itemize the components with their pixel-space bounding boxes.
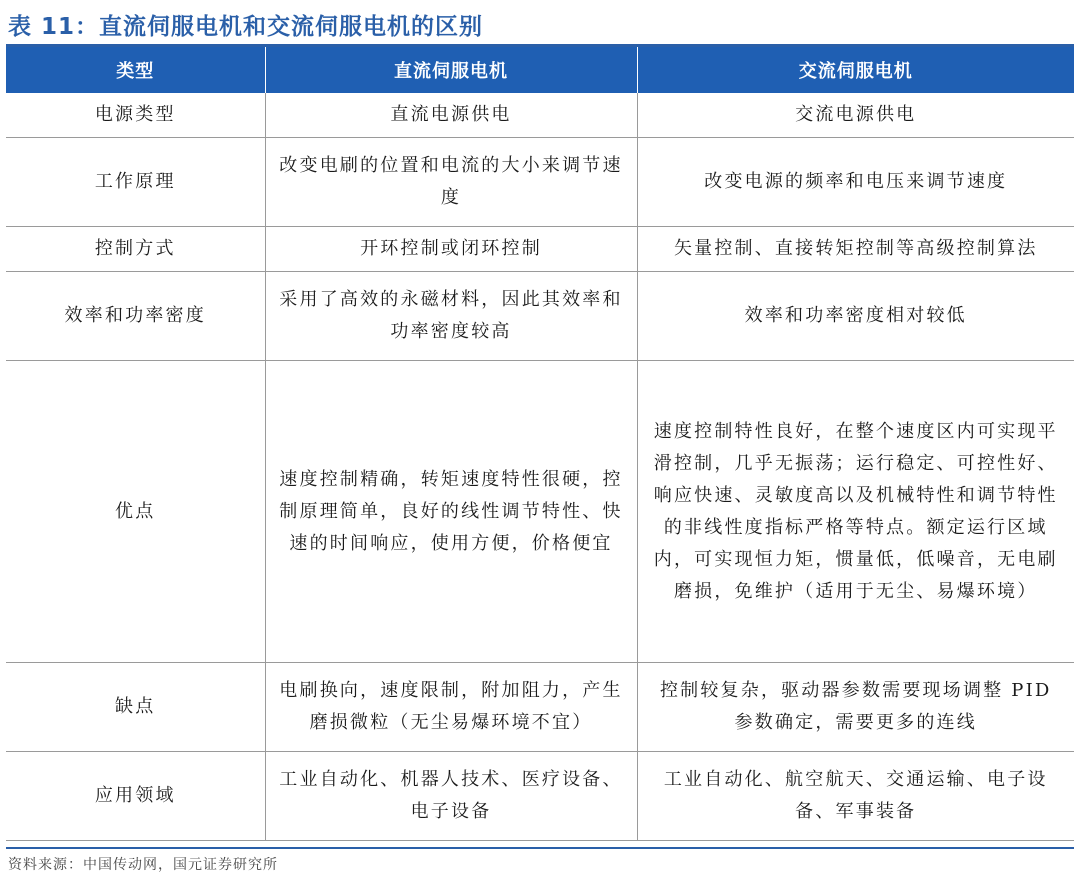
dc-cell: 采用了高效的永磁材料，因此其效率和功率密度较高 <box>265 272 637 361</box>
table-row <box>6 227 1074 272</box>
dc-cell: 电刷换向，速度限制，附加阻力，产生磨损微粒（无尘易爆环境不宜） <box>265 663 637 752</box>
header-dc-servo: 直流伺服电机 <box>265 47 637 93</box>
row-label: 工作原理 <box>6 138 265 227</box>
dc-cell: 速度控制精确，转矩速度特性很硬，控制原理简单，良好的线性调节特性、快速的时间响应，使用方便，价格便宜 <box>265 361 637 663</box>
table-row <box>6 272 1074 361</box>
header-ac-servo: 交流伺服电机 <box>637 47 1074 93</box>
ac-cell: 控制较复杂，驱动器参数需要现场调整 PID 参数确定，需要更多的连线 <box>637 663 1074 752</box>
dc-cell: 直流电源供电 <box>265 93 637 138</box>
row-label: 应用领域 <box>6 752 265 841</box>
source-note: 资料来源：中国传动网，国元证券研究所 <box>8 857 278 873</box>
header-type: 类型 <box>6 47 265 93</box>
row-label: 电源类型 <box>6 93 265 138</box>
ac-cell: 效率和功率密度相对较低 <box>637 272 1074 361</box>
ac-cell: 改变电源的频率和电压来调节速度 <box>637 138 1074 227</box>
ac-cell: 矢量控制、直接转矩控制等高级控制算法 <box>637 227 1074 272</box>
row-label: 缺点 <box>6 663 265 752</box>
row-label: 控制方式 <box>6 227 265 272</box>
table-row <box>6 361 1074 663</box>
dc-cell: 开环控制或闭环控制 <box>265 227 637 272</box>
row-label: 效率和功率密度 <box>6 272 265 361</box>
table-row <box>6 663 1074 752</box>
dc-cell: 工业自动化、机器人技术、医疗设备、电子设备 <box>265 752 637 841</box>
ac-cell: 速度控制特性良好，在整个速度区内可实现平滑控制，几乎无振荡；运行稳定、可控性好、响应快速、灵敏度高以及机械特性和调节特性的非线性度指标严格等特点。额定运行区域内，可实现恒力矩，惯量低，低噪音，无电刷磨损，免维护（适用于无尘、易爆环境） <box>637 361 1074 663</box>
table-title: 表 11：直流伺服电机和交流伺服电机的区别 <box>8 14 484 40</box>
table-row <box>6 93 1074 138</box>
header-row <box>6 47 1074 93</box>
dc-cell: 改变电刷的位置和电流的大小来调节速度 <box>265 138 637 227</box>
comparison-table <box>6 47 1074 841</box>
ac-cell: 交流电源供电 <box>637 93 1074 138</box>
row-label: 优点 <box>6 361 265 663</box>
table-bottom-rule <box>6 847 1074 849</box>
ac-cell: 工业自动化、航空航天、交通运输、电子设备、军事装备 <box>637 752 1074 841</box>
table-row <box>6 138 1074 227</box>
table-row <box>6 752 1074 841</box>
